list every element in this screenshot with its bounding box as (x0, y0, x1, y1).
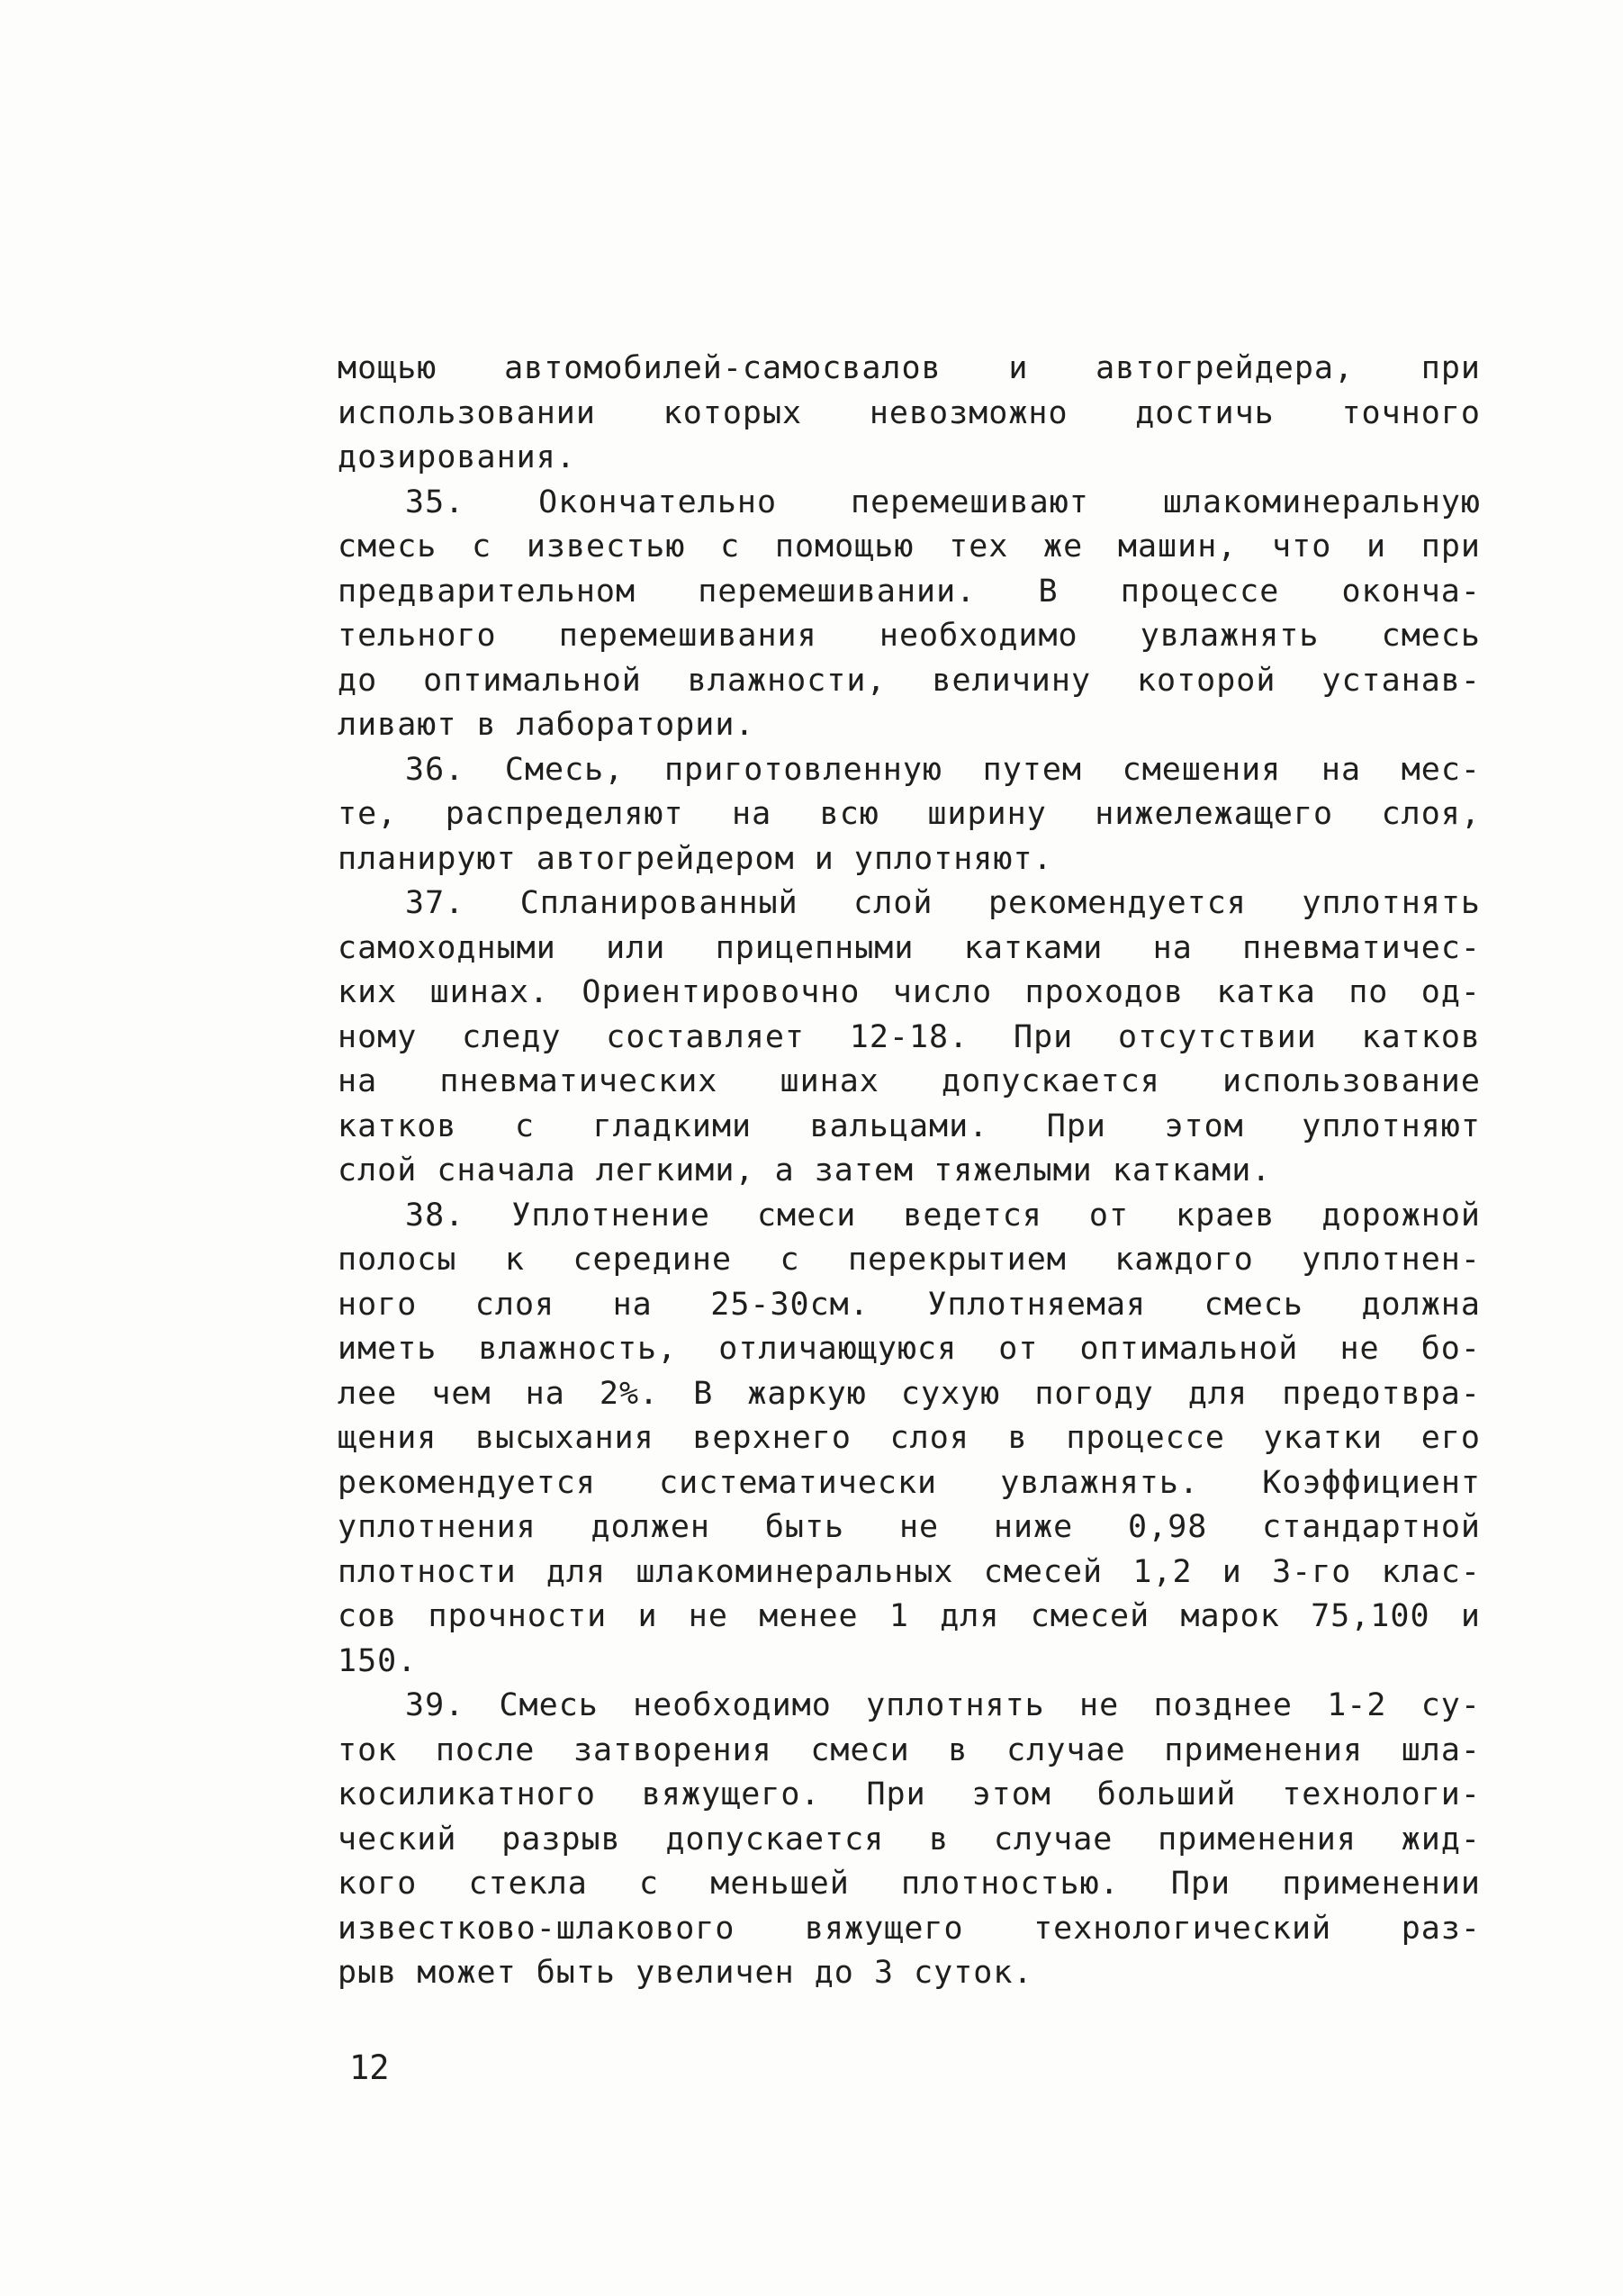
text-line: те, распределяют на всю ширину нижележащего слоя, (338, 796, 1481, 832)
body-text (338, 347, 1481, 1996)
text-line: мощью автомобилей-самосвалов и автогрейдера, при (338, 350, 1481, 386)
text-line: 39. Смесь необходимо уплотнять не позднее 1-2 су- (405, 1687, 1481, 1723)
text-line: 38. Уплотнение смеси ведется от краев дорожной (405, 1197, 1481, 1234)
text-line: косиликатного вяжущего. При этом больший технологи- (338, 1776, 1481, 1812)
text-line: слой сначала легкими, а затем тяжелыми катками. (338, 1153, 1272, 1189)
text-line: до оптимальной влажности, величину которой устанав- (338, 662, 1481, 699)
text-line: рыв может быть увеличен до 3 суток. (338, 1955, 1033, 1991)
text-line: полосы к середине с перекрытием каждого уплотнен- (338, 1242, 1481, 1278)
text-line: лее чем на 2%. В жаркую сухую погоду для предотвра- (338, 1375, 1481, 1412)
text-line: известково-шлакового вяжущего технологический раз- (338, 1910, 1481, 1947)
text-line: 35. Окончательно перемешивают шлакоминеральную (405, 484, 1481, 520)
text-line: 150. (338, 1642, 418, 1679)
text-line: ких шинах. Ориентировочно число проходов катка по од- (338, 974, 1481, 1010)
text-line: дозирования. (338, 439, 576, 475)
text-line: самоходными или прицепными катками на пневматичес- (338, 929, 1481, 966)
text-line: ливают в лаборатории. (338, 707, 755, 743)
text-line: плотности для шлакоминеральных смесей 1,2 и 3-го клас- (338, 1553, 1481, 1590)
text-line: катков с гладкими вальцами. При этом уплотняют (338, 1107, 1481, 1144)
text-line: тельного перемешивания необходимо увлажнять смесь (338, 618, 1481, 654)
text-line: рекомендуется систематически увлажнять. Коэффициент (338, 1464, 1481, 1501)
text-line: уплотнения должен быть не ниже 0,98 стандартной (338, 1509, 1481, 1545)
text-line: предварительном перемешивании. В процессе оконча- (338, 573, 1481, 610)
text-line: использовании которых невозможно достичь точного (338, 394, 1481, 431)
text-line: планируют автогрейдером и уплотняют. (338, 840, 1053, 877)
text-line: ному следу составляет 12-18. При отсутствии катков (338, 1018, 1481, 1055)
text-line: 36. Смесь, приготовленную путем смешения на мес- (405, 751, 1481, 788)
text-line: смесь с известью с помощью тех же машин, что и при (338, 529, 1481, 565)
text-line: кого стекла с меньшей плотностью. При применении (338, 1866, 1481, 1902)
text-line: ческий разрыв допускается в случае применения жид- (338, 1821, 1481, 1858)
text-line: сов прочности и не менее 1 для смесей марок 75,100 и (338, 1598, 1481, 1634)
text-line: иметь влажность, отличающуюся от оптимальной не бо- (338, 1331, 1481, 1367)
page-number: 12 (349, 2048, 390, 2087)
text-line: 37. Спланированный слой рекомендуется уплотнять (405, 885, 1481, 921)
text-line: ток после затворения смеси в случае применения шла- (338, 1731, 1481, 1768)
text-line: щения высыхания верхнего слоя в процессе укатки его (338, 1420, 1481, 1456)
text-line: ного слоя на 25-30см. Уплотняемая смесь должна (338, 1286, 1481, 1323)
text-line: на пневматических шинах допускается использование (338, 1063, 1481, 1099)
